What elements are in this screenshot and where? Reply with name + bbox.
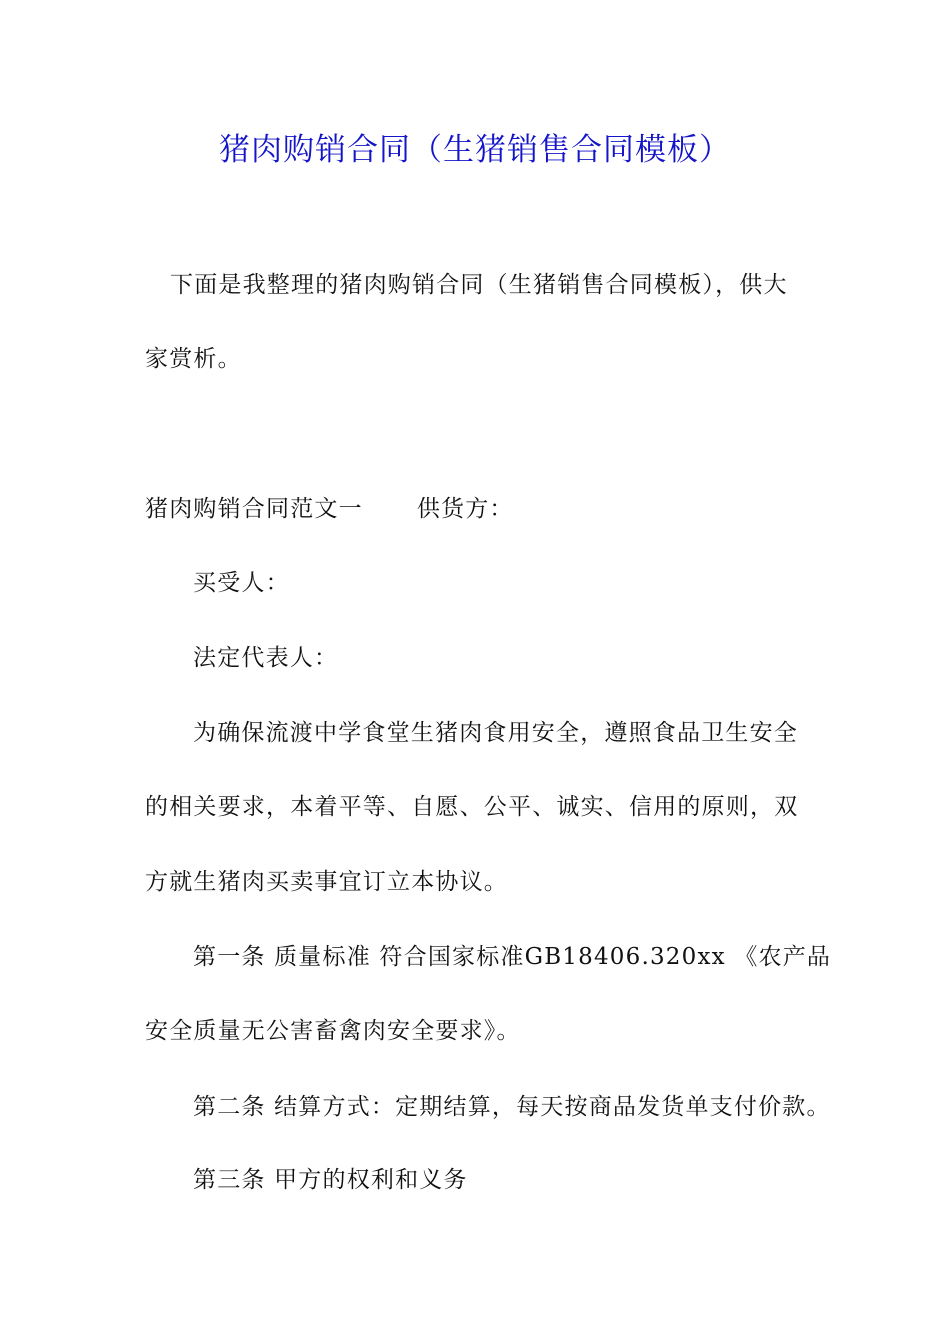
article-1-line-1: 第一条 质量标准 符合国家标准GB18406.320xx 《农产品 [193,944,832,970]
buyer-label: 买受人： [193,570,290,596]
preamble-line-2: 的相关要求，本着平等、自愿、公平、诚实、信用的原则，双 [145,794,799,820]
intro-line-2: 家赏析。 [145,346,242,372]
legal-representative-label: 法定代表人： [193,645,339,671]
intro-line-1: 下面是我整理的猪肉购销合同（生猪销售合同模板），供大 [170,272,788,298]
supplier-label: 供货方： [416,496,514,522]
article-3: 第三条 甲方的权利和义务 [193,1167,468,1193]
preamble-line-1: 为确保流渡中学食堂生猪肉食用安全，遵照食品卫生安全 [193,720,798,746]
preamble-line-3: 方就生猪肉买卖事宜订立本协议。 [145,869,508,895]
article-2: 第二条 结算方式：定期结算，每天按商品发货单支付价款。 [193,1094,831,1120]
section-heading: 猪肉购销合同范文一 [145,496,363,522]
document-title: 猪肉购销合同（生猪销售合同模板） [219,132,731,168]
section-heading-row [145,492,514,526]
article-1-line-2: 安全质量无公害畜禽肉安全要求》。 [145,1018,521,1044]
